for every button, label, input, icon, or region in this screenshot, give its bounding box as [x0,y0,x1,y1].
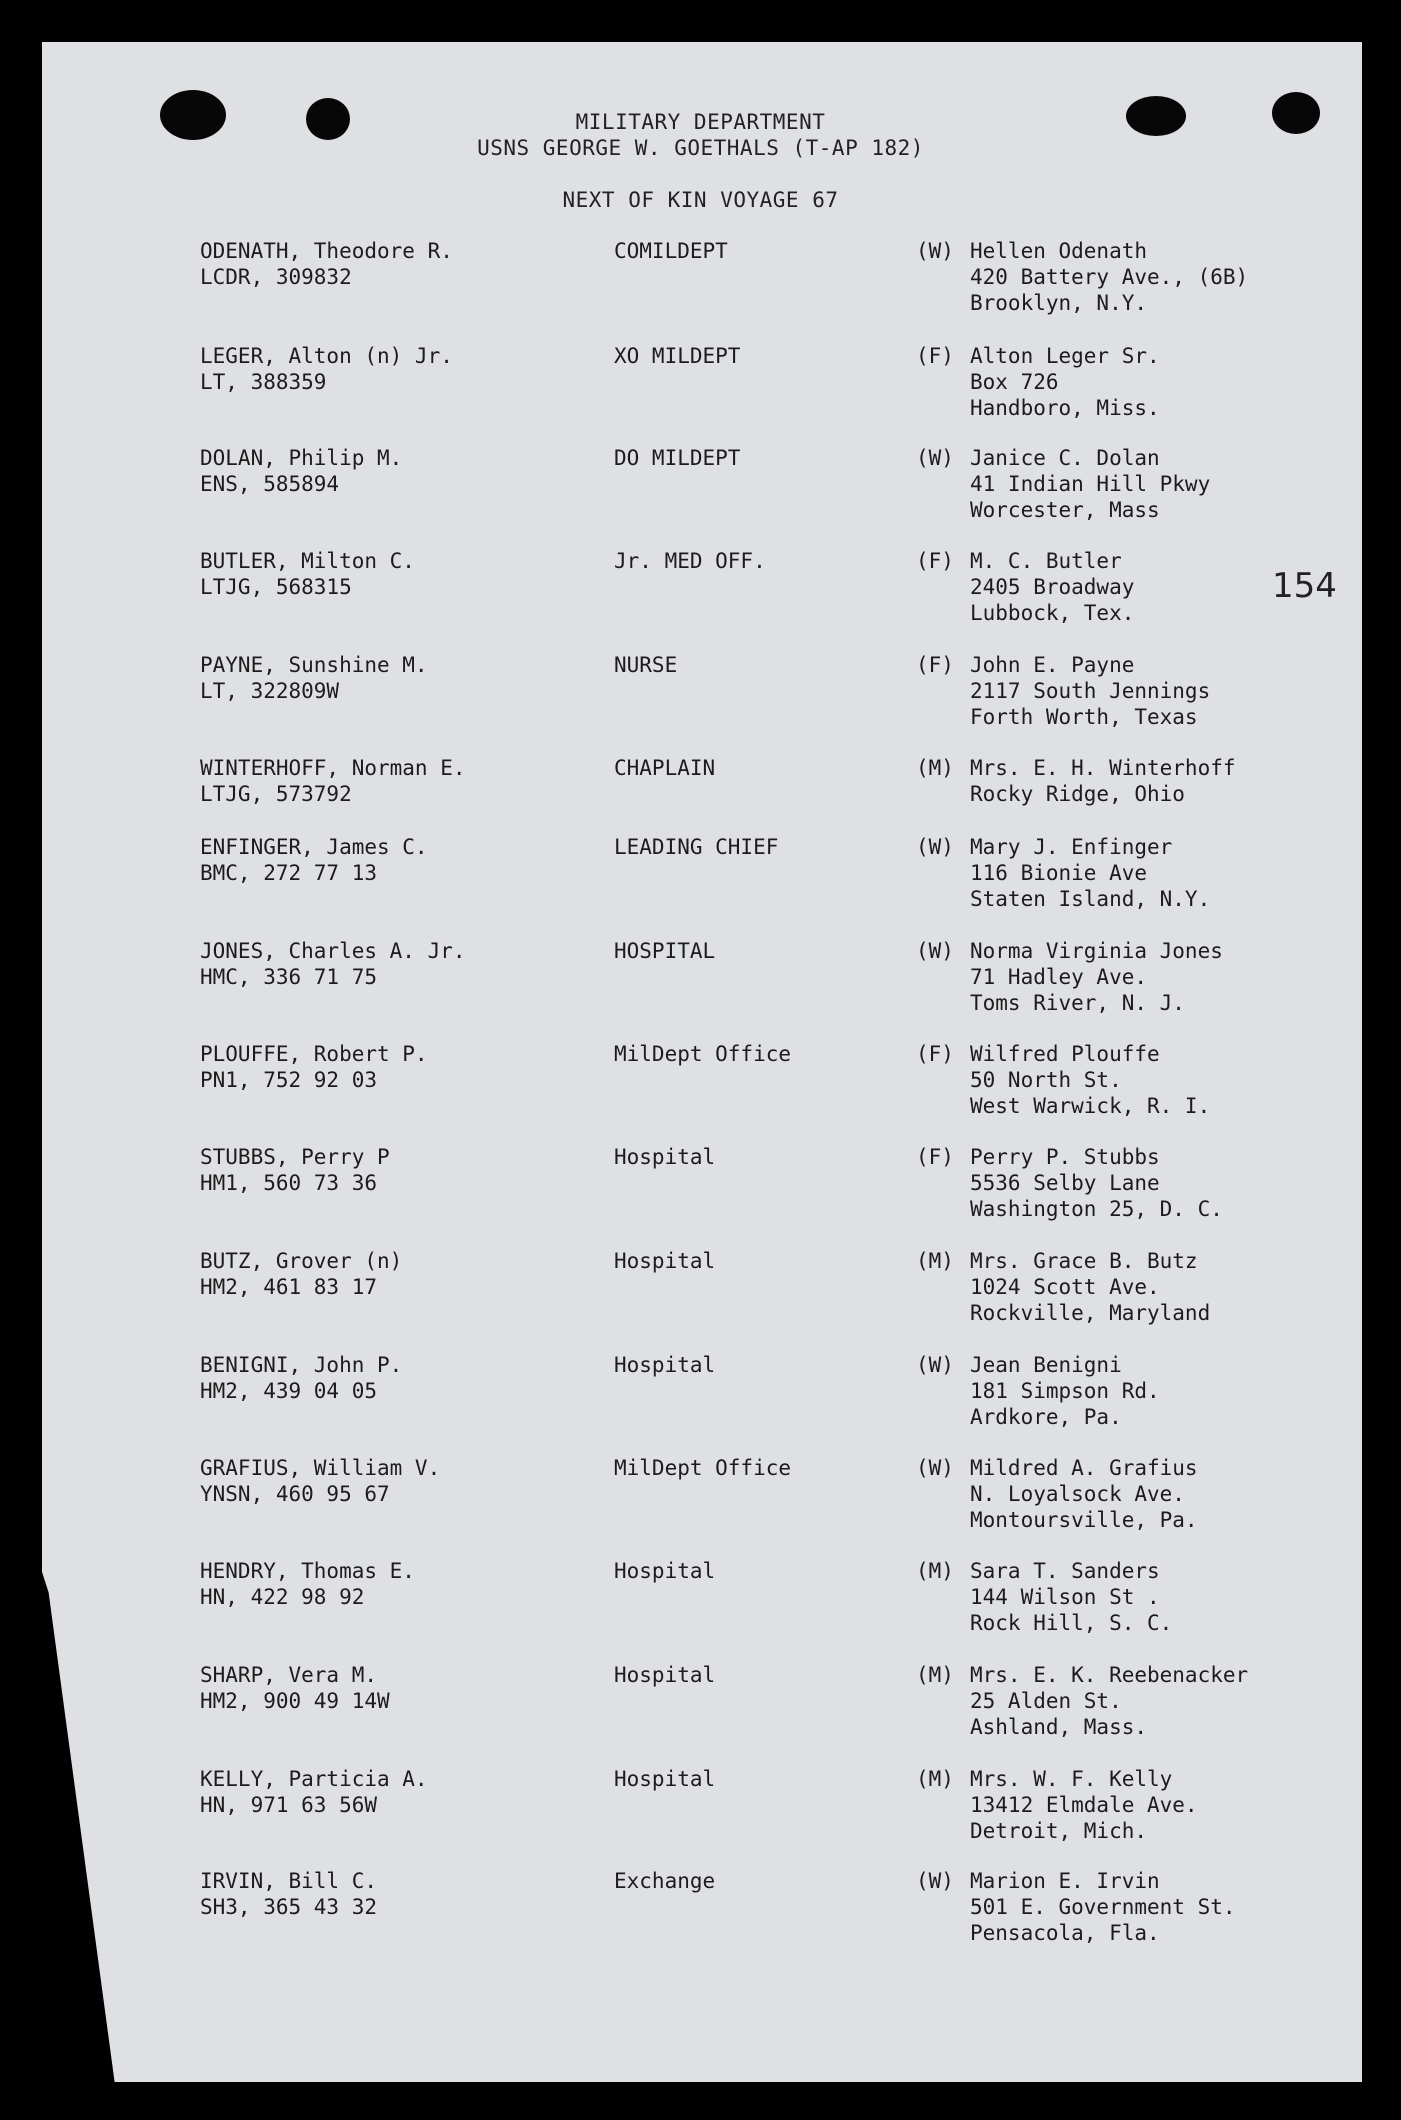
member-rank-number: HM2, 439 04 05 [200,1379,378,1403]
member-name: BENIGNI, John P. [200,1353,403,1377]
kin-line [916,1455,1336,1481]
billet-column [614,343,894,369]
member-billet: Hospital [614,1353,716,1377]
relationship-code: (W) [916,1869,954,1893]
kin-address-line-1: 41 Indian Hill Pkwy [970,472,1211,496]
relationship-code: (W) [916,939,954,963]
member-column [200,1558,590,1610]
kin-address-line-2: Brooklyn, N.Y. [970,291,1148,315]
kin-name: Marion E. Irvin [970,1869,1160,1893]
kin-column [916,834,1336,912]
kin-address-line-1: 5536 Selby Lane [970,1171,1160,1195]
member-column [200,652,590,704]
member-column [200,238,590,290]
kin-address-line-2: Detroit, Mich. [970,1819,1148,1843]
kin-column [916,343,1336,421]
kin-column [916,1144,1336,1222]
kin-address-line-2: Ardkore, Pa. [970,1405,1122,1429]
kin-line [916,1766,1336,1792]
billet-column [614,548,894,574]
member-name: KELLY, Particia A. [200,1767,428,1791]
kin-line [916,1662,1336,1688]
kin-address-line-1: 2405 Broadway [970,575,1135,599]
billet-column [614,834,894,860]
billet-column [614,445,894,471]
member-name: DOLAN, Philip M. [200,446,403,470]
page-number: 154 [1272,566,1337,606]
kin-address-line-1: 50 North St. [970,1068,1122,1092]
member-rank-number: HM1, 560 73 36 [200,1171,378,1195]
kin-line [916,1248,1336,1274]
billet-column [614,1248,894,1274]
member-column [200,1662,590,1714]
kin-address-line-2: Rockville, Maryland [970,1301,1211,1325]
member-column [200,834,590,886]
kin-name: Mrs. W. F. Kelly [970,1767,1173,1791]
relationship-code: (F) [916,653,954,677]
kin-address-line-1: N. Loyalsock Ave. [970,1482,1185,1506]
kin-column [916,652,1336,730]
kin-name: Mrs. E. K. Reebenacker [970,1663,1249,1687]
kin-column [916,1248,1336,1326]
member-name: HENDRY, Thomas E. [200,1559,415,1583]
kin-line [916,1558,1336,1584]
member-column [200,445,590,497]
member-name: LEGER, Alton (n) Jr. [200,344,453,368]
billet-column [614,1455,894,1481]
member-name: ENFINGER, James C. [200,835,428,859]
relationship-code: (W) [916,239,954,263]
relationship-code: (W) [916,835,954,859]
billet-column [614,1868,894,1894]
billet-column [614,1766,894,1792]
kin-address-line-1: 420 Battery Ave., (6B) [970,265,1249,289]
member-billet: LEADING CHIEF [614,835,779,859]
relationship-code: (M) [916,1767,954,1791]
billet-column [614,938,894,964]
kin-line [916,652,1336,678]
kin-column [916,1455,1336,1533]
relationship-code: (M) [916,1663,954,1687]
member-column [200,938,590,990]
kin-name: Mrs. Grace B. Butz [970,1249,1198,1273]
kin-address-line-1: 25 Alden St. [970,1689,1122,1713]
kin-address-line-2: Forth Worth, Texas [970,705,1198,729]
member-name: JONES, Charles A. Jr. [200,939,466,963]
member-billet: Hospital [614,1559,716,1583]
kin-address-line-1: 2117 South Jennings [970,679,1211,703]
kin-address-line-1: Box 726 [970,370,1059,394]
member-name: SHARP, Vera M. [200,1663,378,1687]
kin-name: Norma Virginia Jones [970,939,1223,963]
member-billet: Hospital [614,1249,716,1273]
member-name: PLOUFFE, Robert P. [200,1042,428,1066]
kin-column [916,238,1336,316]
kin-line [916,755,1336,781]
relationship-code: (M) [916,1559,954,1583]
member-billet: DO MILDEPT [614,446,741,470]
member-rank-number: SH3, 365 43 32 [200,1895,378,1919]
member-rank-number: HM2, 900 49 14W [200,1689,390,1713]
member-name: WINTERHOFF, Norman E. [200,756,466,780]
billet-column [614,1352,894,1378]
kin-column [916,445,1336,523]
relationship-code: (M) [916,756,954,780]
member-column [200,755,590,807]
billet-column [614,238,894,264]
member-rank-number: PN1, 752 92 03 [200,1068,378,1092]
kin-address-line-1: 71 Hadley Ave. [970,965,1148,989]
member-billet: Jr. MED OFF. [614,549,766,573]
kin-address-line-2: Worcester, Mass [970,498,1160,522]
kin-address-line-2: West Warwick, R. I. [970,1094,1211,1118]
relationship-code: (M) [916,1249,954,1273]
kin-line [916,238,1336,264]
kin-address-line-2: Lubbock, Tex. [970,601,1135,625]
kin-line [916,1041,1336,1067]
kin-address-line-2: Rock Hill, S. C. [970,1611,1173,1635]
member-billet: HOSPITAL [614,939,716,963]
kin-name: Perry P. Stubbs [970,1145,1160,1169]
member-rank-number: HN, 971 63 56W [200,1793,378,1817]
kin-address-line-1: 13412 Elmdale Ave. [970,1793,1198,1817]
relationship-code: (F) [916,344,954,368]
billet-column [614,1558,894,1584]
kin-line [916,1144,1336,1170]
kin-address-line-2: Staten Island, N.Y. [970,887,1211,911]
kin-name: Sara T. Sanders [970,1559,1160,1583]
member-rank-number: LT, 388359 [200,370,327,394]
relationship-code: (W) [916,1353,954,1377]
kin-column [916,1352,1336,1430]
member-rank-number: HN, 422 98 92 [200,1585,365,1609]
member-billet: NURSE [614,653,678,677]
billet-column [614,755,894,781]
kin-name: M. C. Butler [970,549,1122,573]
member-rank-number: LT, 322809W [200,679,340,703]
member-column [200,1455,590,1507]
kin-address-line-2: Washington 25, D. C. [970,1197,1223,1221]
relationship-code: (F) [916,549,954,573]
member-name: BUTLER, Milton C. [200,549,415,573]
kin-column [916,1041,1336,1119]
kin-line [916,548,1336,574]
kin-line [916,834,1336,860]
member-name: GRAFIUS, William V. [200,1456,441,1480]
member-column [200,1248,590,1300]
kin-address-line-1: 501 E. Government St. [970,1895,1236,1919]
member-billet: MilDept Office [614,1456,792,1480]
kin-address-line-1: 144 Wilson St . [970,1585,1160,1609]
kin-name: Hellen Odenath [970,239,1148,263]
member-name: ODENATH, Theodore R. [200,239,453,263]
kin-column [916,1662,1336,1740]
kin-line [916,445,1336,471]
billet-column [614,1144,894,1170]
billet-column [614,1662,894,1688]
kin-address-line-2: Ashland, Mass. [970,1715,1148,1739]
member-rank-number: LCDR, 309832 [200,265,352,289]
member-billet: XO MILDEPT [614,344,741,368]
kin-name: John E. Payne [970,653,1135,677]
kin-name: Mildred A. Grafius [970,1456,1198,1480]
billet-column [614,1041,894,1067]
member-name: PAYNE, Sunshine M. [200,653,428,677]
member-name: STUBBS, Perry P [200,1145,390,1169]
kin-name: Jean Benigni [970,1353,1122,1377]
kin-address-line-2: Toms River, N. J. [970,991,1185,1015]
kin-line [916,1868,1336,1894]
relationship-code: (F) [916,1145,954,1169]
kin-line [916,343,1336,369]
kin-address-line-1: 1024 Scott Ave. [970,1275,1160,1299]
member-rank-number: LTJG, 568315 [200,575,352,599]
member-rank-number: YNSN, 460 95 67 [200,1482,390,1506]
member-name: BUTZ, Grover (n) [200,1249,403,1273]
relationship-code: (W) [916,1456,954,1480]
member-rank-number: HM2, 461 83 17 [200,1275,378,1299]
member-column [200,1868,590,1920]
member-rank-number: ENS, 585894 [200,472,340,496]
kin-column [916,938,1336,1016]
member-column [200,1041,590,1093]
kin-name: Janice C. Dolan [970,446,1160,470]
member-billet: Exchange [614,1869,716,1893]
member-rank-number: BMC, 272 77 13 [200,861,378,885]
member-rank-number: HMC, 336 71 75 [200,965,378,989]
member-billet: MilDept Office [614,1042,792,1066]
kin-column [916,548,1336,626]
kin-column [916,1558,1336,1636]
list-title: NEXT OF KIN VOYAGE 67 [562,188,839,212]
kin-name: Wilfred Plouffe [970,1042,1160,1066]
kin-column [916,1868,1336,1946]
kin-address-line-2: Montoursville, Pa. [970,1508,1198,1532]
kin-name: Alton Leger Sr. [970,344,1160,368]
relationship-code: (W) [916,446,954,470]
member-billet: CHAPLAIN [614,756,716,780]
member-column [200,1352,590,1404]
kin-address-line-1: 116 Bionie Ave [970,861,1148,885]
kin-name: Mrs. E. H. Winterhoff [970,756,1236,780]
member-name: IRVIN, Bill C. [200,1869,378,1893]
kin-address-line-2: Pensacola, Fla. [970,1921,1160,1945]
relationship-code: (F) [916,1042,954,1066]
member-billet: COMILDEPT [614,239,728,263]
kin-name: Mary J. Enfinger [970,835,1173,859]
kin-column [916,755,1336,807]
member-rank-number: LTJG, 573792 [200,782,352,806]
kin-line [916,1352,1336,1378]
kin-column [916,1766,1336,1844]
member-column [200,343,590,395]
member-column [200,1766,590,1818]
kin-address-line-1: 181 Simpson Rd. [970,1379,1160,1403]
member-billet: Hospital [614,1767,716,1791]
ship-heading: USNS GEORGE W. GOETHALS (T-AP 182) [477,136,924,160]
member-billet: Hospital [614,1145,716,1169]
kin-line [916,938,1336,964]
member-billet: Hospital [614,1663,716,1687]
kin-address-line-1: Rocky Ridge, Ohio [970,782,1185,806]
department-heading: MILITARY DEPARTMENT [575,110,826,134]
kin-address-line-2: Handboro, Miss. [970,396,1160,420]
member-column [200,1144,590,1196]
member-column [200,548,590,600]
billet-column [614,652,894,678]
